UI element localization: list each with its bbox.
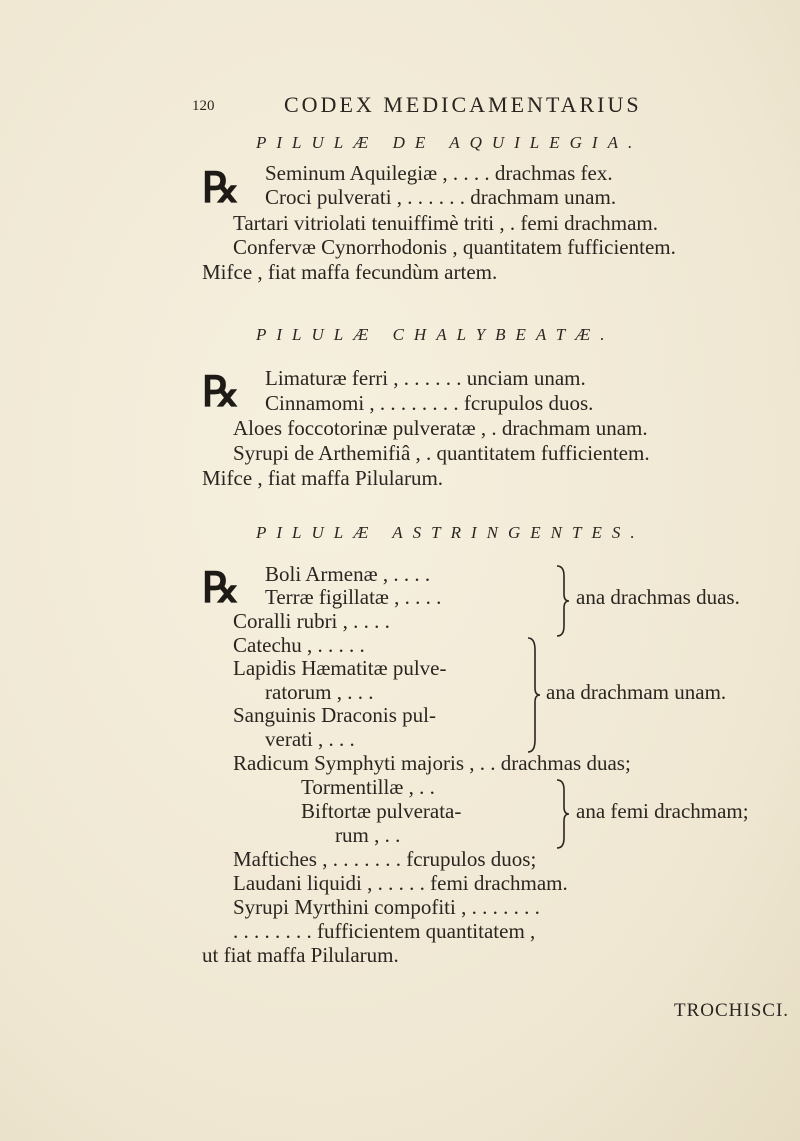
ingredient-line: Boli Armenæ , . . . .: [265, 562, 431, 586]
ingredient-line: Croci pulverati , . . . . . . drachmam unam.: [265, 185, 617, 209]
brace-icon: [555, 778, 571, 850]
instruction-line: ut fiat maffa Pilularum.: [202, 943, 399, 967]
brace-icon: [526, 636, 542, 754]
ingredient-line: Coralli rubri , . . . .: [233, 609, 390, 633]
recipe-symbol: ℞: [202, 566, 237, 612]
ingredient-line: Cinnamomi , . . . . . . . . fcrupulos duos.: [265, 391, 594, 415]
dose-text: ana femi drachmam;: [576, 799, 749, 823]
ingredient-line: . . . . . . . . fufficientem quantitatem ,: [233, 919, 536, 943]
ingredient-line: Tartari vitriolati tenuiffimè triti , . femi drachmam.: [233, 211, 659, 235]
instruction-line: Mifce , fiat maffa Pilularum.: [202, 466, 444, 490]
ingredient-line: rum , . .: [335, 823, 401, 847]
section-title-aquilegia: PILULÆ DE AQUILEGIA.: [256, 133, 643, 152]
ingredient-line: Maftiches , . . . . . . . fcrupulos duos;: [233, 847, 537, 871]
ingredient-line: Syrupi Myrthini compofiti , . . . . . . .: [233, 895, 540, 919]
ingredient-line: Laudani liquidi , . . . . . femi drachmam.: [233, 871, 568, 895]
instruction-line: Mifce , fiat maffa fecundùm artem.: [202, 260, 498, 284]
ingredient-line: ratorum , . . .: [265, 680, 374, 704]
ingredient-line: Sanguinis Draconis pul-: [233, 703, 436, 727]
page-number: 120: [192, 98, 215, 114]
section-title-astringentes: PILULÆ ASTRINGENTES.: [256, 523, 645, 542]
recipe-symbol: ℞: [202, 166, 237, 212]
brace-icon: [555, 564, 571, 638]
ingredient-line: Tormentillæ , . .: [301, 775, 435, 799]
ingredient-line: verati , . . .: [265, 727, 355, 751]
ingredient-line: Radicum Symphyti majoris , . . drachmas duas;: [233, 751, 631, 775]
ingredient-line: Biftortæ pulverata-: [301, 799, 462, 823]
dose-text: ana drachmam unam.: [546, 680, 727, 704]
ingredient-line: Limaturæ ferri , . . . . . . unciam unam.: [265, 366, 586, 390]
ingredient-line: Syrupi de Arthemifiâ , . quantitatem fufficientem.: [233, 441, 650, 465]
dose-text: ana drachmas duas.: [576, 585, 740, 609]
ingredient-line: Terræ figillatæ , . . . .: [265, 585, 442, 609]
running-title: CODEX MEDICAMENTARIUS: [284, 92, 642, 117]
ingredient-line: Confervæ Cynorrhodonis , quantitatem fufficientem.: [233, 235, 676, 259]
ingredient-line: Seminum Aquilegiæ , . . . . drachmas fex.: [265, 161, 613, 185]
section-title-chalybeatae: PILULÆ CHALYBEATÆ.: [256, 325, 615, 344]
recipe-symbol: ℞: [202, 370, 237, 416]
ingredient-line: Aloes foccotorinæ pulveratæ , . drachmam unam.: [233, 416, 648, 440]
ingredient-line: Catechu , . . . . .: [233, 633, 365, 657]
catchword: TROCHISCI.: [674, 1000, 790, 1021]
ingredient-line: Lapidis Hæmatitæ pulve-: [233, 656, 447, 680]
